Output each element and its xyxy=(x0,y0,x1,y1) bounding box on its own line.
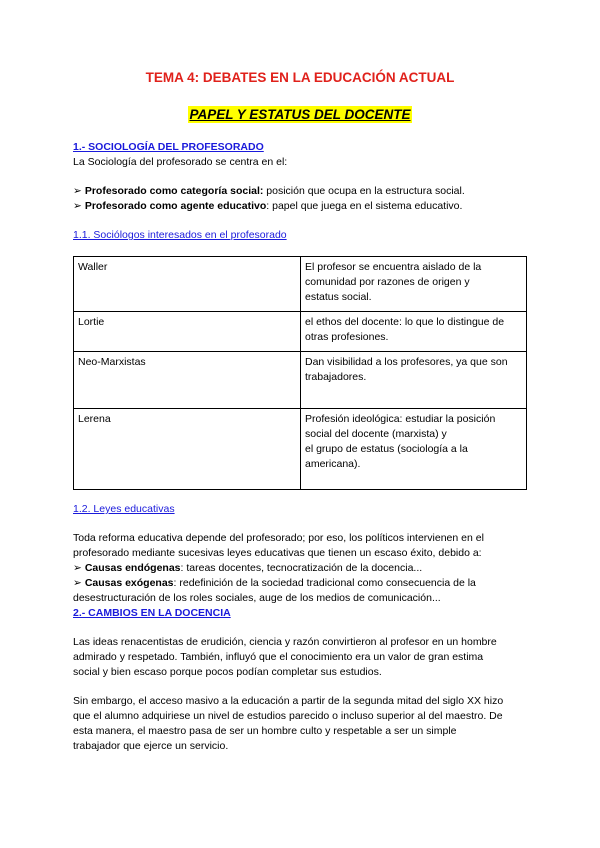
table-cell-name: Lortie xyxy=(74,312,301,352)
table-cell-name: Lerena xyxy=(74,409,301,490)
leyes-paragraph: Toda reforma educativa depende del profesorado; por eso, los políticos intervienen en el profesorado mediante sucesivas leyes educativas que tienen un escaso éxito, debido a: xyxy=(73,532,484,559)
cambios-paragraph-1: Las ideas renacentistas de erudición, ciencia y razón convirtieron al profesor en un hombre admirado y respetado. También, influyó que el conocimiento era un valor de gran estima social y bien escaso porque pocos podían completar sus estudios. xyxy=(73,636,497,678)
table-cell-name: Waller xyxy=(74,257,301,312)
table-row xyxy=(74,352,527,409)
arrow-bullet-icon: ➢ xyxy=(73,200,82,212)
subsection-heading-1-1: 1.1. Sociólogos interesados en el profesorado xyxy=(73,229,287,241)
arrow-bullet-icon: ➢ xyxy=(73,577,82,589)
bullet-item: ➢ Profesorado como agente educativo: papel que juega en el sistema educativo. xyxy=(73,200,463,212)
page-title: TEMA 4: DEBATES EN LA EDUCACIÓN ACTUAL xyxy=(145,70,455,85)
table-cell-desc: Dan visibilidad a los profesores, ya que son trabajadores. xyxy=(301,352,527,409)
sociologists-table xyxy=(73,256,527,490)
bullet-item: ➢ Causas endógenas: tareas docentes, tecnocratización de la docencia... xyxy=(73,562,423,574)
arrow-bullet-icon: ➢ xyxy=(73,185,82,197)
table-cell-desc: el ethos del docente: lo que lo distingue de otras profesiones. xyxy=(301,312,527,352)
page-subtitle xyxy=(0,107,600,122)
arrow-bullet-icon: ➢ xyxy=(73,562,82,574)
table-row xyxy=(74,257,527,312)
cambios-paragraph-2: Sin embargo, el acceso masivo a la educación a partir de la segunda mitad del siglo XX hizo que el alumno adquiriese un nivel de estudios parecido o incluso superior al del maestro. De esta manera, el maestro pasa de ser un hombre culto y respetable a ser un simple trabajador que ejerce un servicio. xyxy=(73,695,504,752)
section-heading-1: 1.- SOCIOLOGÍA DEL PROFESORADO xyxy=(73,141,264,153)
table-cell-desc: Profesión ideológica: estudiar la posición social del docente (marxista) y el grupo de estatus (sociología a la americana). xyxy=(301,409,527,490)
table-cell-desc: El profesor se encuentra aislado de la comunidad por razones de origen y estatus social. xyxy=(301,257,527,312)
section-heading-2: 2.- CAMBIOS EN LA DOCENCIA xyxy=(73,607,231,619)
document-body xyxy=(73,140,533,754)
table-row xyxy=(74,409,527,490)
table-cell-name: Neo-Marxistas xyxy=(74,352,301,409)
section1-intro: La Sociología del profesorado se centra en el: xyxy=(73,156,288,168)
subsection-heading-1-2: 1.2. Leyes educativas xyxy=(73,503,175,515)
bullet-item: ➢ Causas exógenas: redefinición de la sociedad tradicional como consecuencia de la desestructuración de los roles sociales, auge de los medios de comunicación... xyxy=(73,577,476,604)
bullet-item: ➢ Profesorado como categoría social: posición que ocupa en la estructura social. xyxy=(73,185,465,197)
table-row xyxy=(74,312,527,352)
subtitle-text: PAPEL Y ESTATUS DEL DOCENTE xyxy=(189,107,411,122)
